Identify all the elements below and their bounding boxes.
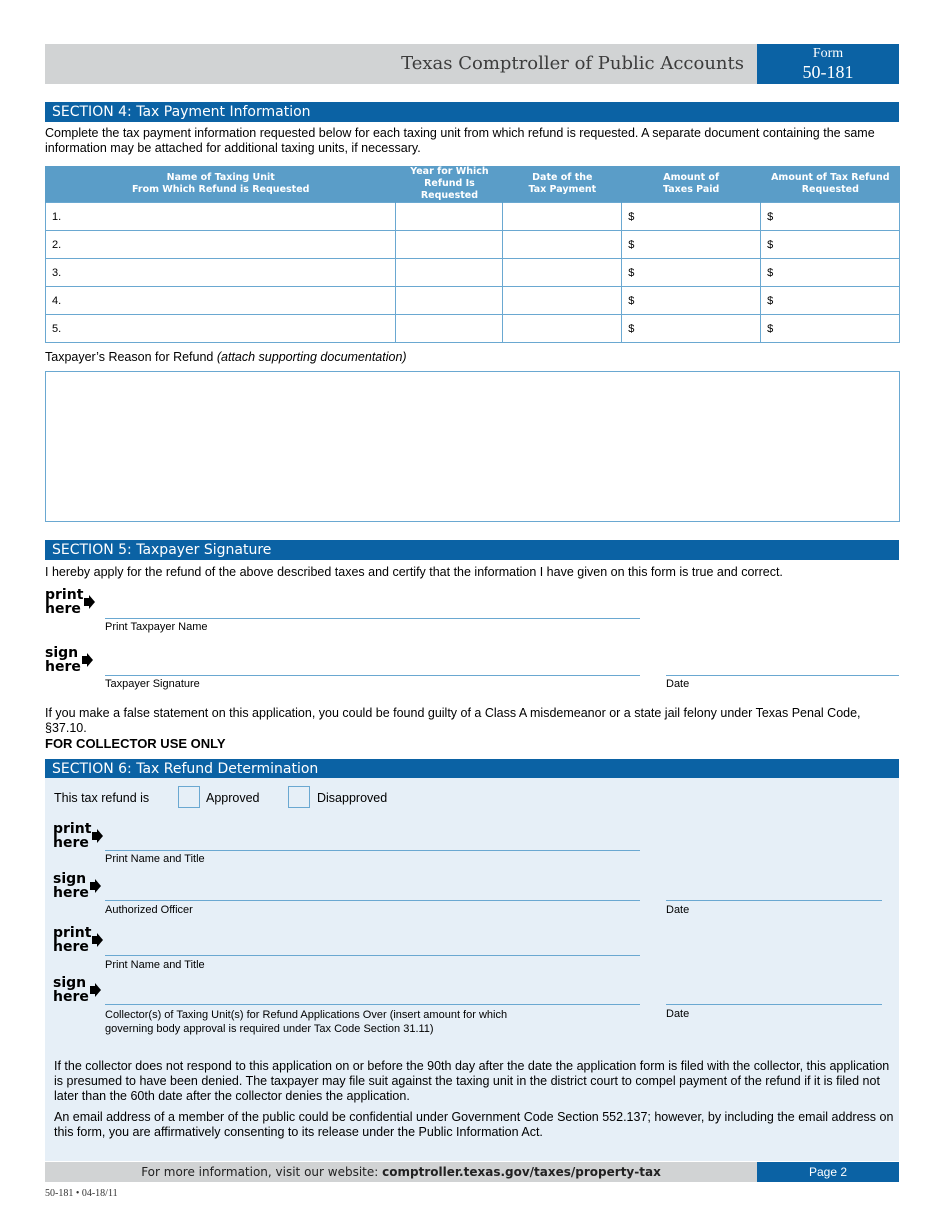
table-row [46, 259, 900, 287]
form-revision-code: 50-181 • 04-18/11 [45, 1188, 118, 1199]
date-cell[interactable] [503, 259, 622, 287]
sign-here-marker: sign here [53, 976, 89, 1004]
date-cell[interactable] [503, 315, 622, 343]
collector-print-name-line-2[interactable] [105, 955, 640, 956]
print-here-marker: print here [53, 822, 91, 850]
table-row [46, 315, 900, 343]
date-cell[interactable] [503, 203, 622, 231]
refund-requested-cell[interactable]: $ [761, 231, 900, 259]
section4-intro: Complete the tax payment information requested below for each taxing unit from which refund is requested. A separate document containing the same information may be attached for additional taxing units, if necessary. [45, 126, 875, 155]
false-statement-warning: If you make a false statement on this application, you could be found guilty of a Class A misdemeanor or a state jail felony under Texas Penal Code, §37.10. [45, 706, 861, 735]
taxing-unit-cell[interactable]: 1. [46, 203, 396, 231]
collector-date-label: Date [666, 1008, 690, 1020]
collector-signature-label: Collector(s) of Taxing Unit(s) for Refund Applications Over (insert amount for which governing body approval is required under Tax Code Section 31.11) [105, 1009, 508, 1035]
tax-payment-table [45, 166, 900, 343]
section6-title: SECTION 6: Tax Refund Determination [45, 759, 899, 779]
disapproved-checkbox[interactable] [288, 786, 310, 808]
taxing-unit-cell[interactable]: 5. [46, 315, 396, 343]
year-cell[interactable] [396, 231, 503, 259]
year-cell[interactable] [396, 259, 503, 287]
footer-info: For more information, visit our website: comptroller.texas.gov/taxes/property-tax [141, 1165, 661, 1179]
taxes-paid-cell[interactable]: $ [622, 315, 761, 343]
collector-signature-line[interactable] [105, 1004, 640, 1005]
refund-is-label: This tax refund is [54, 791, 150, 805]
refund-requested-cell[interactable]: $ [761, 287, 900, 315]
agency-title: Texas Comptroller of Public Accounts [401, 53, 744, 74]
taxing-unit-cell[interactable]: 4. [46, 287, 396, 315]
form-number-box [757, 44, 899, 84]
form-label: Form [812, 46, 844, 61]
arrow-right-icon [92, 933, 103, 947]
print-name-title-label-2: Print Name and Title [105, 959, 205, 971]
table-row [46, 287, 900, 315]
reason-label: Taxpayer’s Reason for Refund (attach supporting documentation) [45, 350, 407, 364]
taxpayer-signature-line[interactable] [105, 675, 640, 676]
refund-requested-cell[interactable]: $ [761, 259, 900, 287]
year-cell[interactable] [396, 287, 503, 315]
print-here-marker: print here [45, 588, 83, 616]
table-row [46, 231, 900, 259]
table-row [46, 203, 900, 231]
form-header [45, 44, 899, 84]
authorized-officer-label: Authorized Officer [105, 904, 193, 916]
collector-use-heading: FOR COLLECTOR USE ONLY [45, 736, 226, 751]
refund-requested-cell[interactable]: $ [761, 203, 900, 231]
print-here-marker: print here [53, 926, 91, 954]
taxes-paid-cell[interactable]: $ [622, 287, 761, 315]
arrow-right-icon [90, 879, 101, 893]
authorized-officer-signature-line[interactable] [105, 900, 640, 901]
collector-date-line[interactable] [666, 1004, 882, 1005]
year-cell[interactable] [396, 203, 503, 231]
taxes-paid-cell[interactable]: $ [622, 203, 761, 231]
arrow-right-icon [82, 653, 93, 667]
collector-response-notice: If the collector does not respond to this application on or before the 90th day after the date the application form is filed with the collector, this application is presumed to have been denied. The taxpayer may file suit against the taxing unit in the district court to compel payment of the refund if it is filed not later than the 60th date after the collector denies the application. [54, 1059, 890, 1103]
year-cell[interactable] [396, 315, 503, 343]
date-cell[interactable] [503, 287, 622, 315]
section6-panel [45, 778, 899, 1161]
form-number: 50-181 [802, 62, 854, 82]
table-header-row [46, 166, 900, 203]
col-refund-requested: Amount of Tax Refund Requested [761, 166, 900, 203]
print-taxpayer-name-line[interactable] [105, 618, 640, 619]
sign-here-marker: sign here [45, 646, 81, 674]
approved-label: Approved [206, 791, 260, 805]
officer-date-label: Date [666, 904, 690, 916]
section4-title: SECTION 4: Tax Payment Information [45, 102, 899, 122]
date-cell[interactable] [503, 231, 622, 259]
taxes-paid-cell[interactable]: $ [622, 231, 761, 259]
print-taxpayer-name-label: Print Taxpayer Name [105, 621, 208, 633]
website-link[interactable]: comptroller.texas.gov/taxes/property-tax [382, 1165, 661, 1179]
collector-print-name-line-1[interactable] [105, 850, 640, 851]
email-privacy-notice: An email address of a member of the public could be confidential under Government Code Section 552.137; however, by including the email address on this form, you are affirmatively consenting to its release under the Public Information Act. [54, 1110, 894, 1139]
taxpayer-signature-label: Taxpayer Signature [105, 678, 200, 690]
col-date: Date of the Tax Payment [503, 166, 622, 203]
section5-title: SECTION 5: Taxpayer Signature [45, 540, 899, 560]
arrow-right-icon [90, 983, 101, 997]
taxpayer-date-label: Date [666, 678, 690, 690]
taxpayer-date-line[interactable] [666, 675, 899, 676]
taxing-unit-cell[interactable]: 3. [46, 259, 396, 287]
taxes-paid-cell[interactable]: $ [622, 259, 761, 287]
refund-requested-cell[interactable]: $ [761, 315, 900, 343]
approved-checkbox[interactable] [178, 786, 200, 808]
page-number: Page 2 [757, 1162, 899, 1182]
reason-note: (attach supporting documentation) [216, 350, 407, 364]
page-footer [45, 1162, 899, 1182]
arrow-right-icon [84, 595, 95, 609]
taxing-unit-cell[interactable]: 2. [46, 231, 396, 259]
sign-here-marker: sign here [53, 872, 89, 900]
disapproved-label: Disapproved [317, 791, 388, 805]
arrow-right-icon [92, 829, 103, 843]
officer-date-line[interactable] [666, 900, 882, 901]
col-amount-paid: Amount of Taxes Paid [622, 166, 761, 203]
print-name-title-label-1: Print Name and Title [105, 853, 205, 865]
col-year: Year for Which Refund Is Requested [396, 166, 503, 203]
col-taxing-unit: Name of Taxing Unit From Which Refund is Requested [46, 166, 396, 203]
reason-textarea[interactable] [45, 371, 900, 522]
certification-statement: I hereby apply for the refund of the above described taxes and certify that the information I have given on this form is true and correct. [45, 565, 783, 579]
